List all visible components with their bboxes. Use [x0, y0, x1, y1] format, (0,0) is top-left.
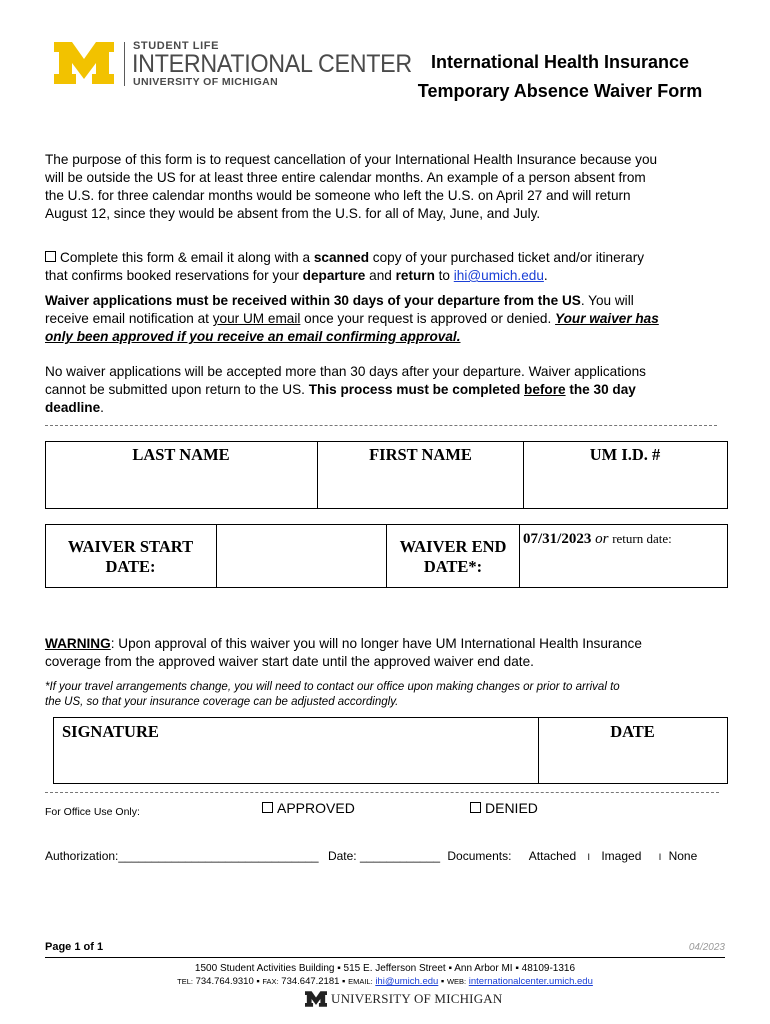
logo-divider	[124, 42, 125, 86]
logo-international-center: INTERNATIONAL CENTER	[132, 50, 412, 78]
logo-university: UNIVERSITY OF MICHIGAN	[133, 76, 279, 88]
signature-date-field[interactable]	[542, 742, 723, 779]
university-m-logo	[54, 42, 114, 84]
denied-option[interactable]: DENIED	[470, 800, 538, 816]
dates-table-divider	[519, 524, 520, 587]
instructions-paragraph: Complete this form & email it along with a scanned copy of your purchased ticket and/or itinerary that confirms booked reservations for your departure and return to ihi@umich.edu.	[45, 250, 645, 283]
form-title-line1: International Health Insurance	[430, 52, 690, 72]
waiver-end-label: WAIVER END DATE*:	[399, 537, 507, 576]
warning-paragraph: WARNING: Upon approval of this waiver you will no longer have UM International Health Insurance coverage from the approved waiver start date until the approved waiver end date.	[45, 636, 642, 669]
attached-option[interactable]: Attached	[528, 849, 577, 863]
travel-change-note: *If your travel arrangements change, you will need to contact our office upon making changes or prior to arrival to the US, so that your insurance coverage can be adjusted accordingly.	[45, 681, 620, 708]
first-name-header: FIRST NAME	[369, 445, 472, 464]
divider-line	[45, 792, 719, 793]
separator-icon: I	[587, 852, 590, 862]
separator-icon: I	[658, 852, 662, 862]
email-link[interactable]: ihi@umich.edu	[453, 268, 544, 283]
footer-rule	[45, 957, 725, 958]
footer-university-logo: UNIVERSITY OF MICHIGAN	[305, 990, 505, 1008]
revision-date: 04/2023	[688, 942, 725, 953]
documents-label: Documents:	[447, 849, 512, 863]
last-name-header: LAST NAME	[132, 445, 230, 464]
checkbox-icon	[45, 251, 56, 262]
authorization-field[interactable]: Authorization:______________________________	[45, 849, 319, 863]
um-id-field[interactable]	[527, 468, 723, 504]
first-name-field[interactable]	[321, 468, 520, 504]
none-option[interactable]: None	[668, 849, 698, 863]
footer-contact: TEL: 734.764.9310 ▪ FAX: 734.647.2181 ▪ EMAIL: ihi@umich.edu ▪ WEB: internationalcenter.umich.edu	[177, 976, 593, 987]
late-paragraph: No waiver applications will be accepted more than 30 days after your departure. Waiver applications cannot be submitted upon return to the US. This process must be completed before the 30 day deadline.	[45, 364, 646, 415]
waiver-start-field[interactable]	[220, 528, 383, 583]
deadline-paragraph: Waiver applications must be received within 30 days of your departure from the US. You will receive email notification at your UM email once your request is approved or denied. Your waiver has only been approved if you receive an email confirming approval.	[45, 293, 659, 344]
divider-line	[45, 425, 717, 426]
checkbox-icon	[470, 802, 481, 813]
um-id-header: UM I.D. #	[589, 445, 661, 464]
office-date-field[interactable]: Date: ____________	[327, 849, 441, 863]
intro-paragraph: The purpose of this form is to request cancellation of your International Health Insurance because you will be outside the US for at least three entire calendar months. An example of a person absent from the U.S. for three calendar months would be someone who left the U.S. on April 27 and will return August 12, since they would be absent from the U.S. for all of May, June, and July.	[45, 152, 658, 221]
waiver-start-label: WAIVER START DATE:	[67, 537, 194, 576]
logo-student-life: STUDENT LIFE	[133, 40, 220, 52]
signature-header: SIGNATURE	[62, 722, 159, 741]
last-name-field[interactable]	[48, 468, 314, 504]
footer-address: 1500 Student Activities Building ▪ 515 E. Jefferson Street ▪ Ann Arbor MI ▪ 48109-1316	[194, 963, 576, 974]
page-number: Page 1 of 1	[45, 941, 104, 953]
date-header: DATE	[610, 722, 655, 741]
office-use-label: For Office Use Only:	[45, 806, 140, 818]
approved-option[interactable]: APPROVED	[262, 800, 355, 816]
university-m-small-icon	[305, 991, 327, 1007]
signature-field[interactable]	[57, 742, 535, 779]
footer-email-link[interactable]: ihi@umich.edu	[375, 976, 439, 987]
imaged-option[interactable]: Imaged	[601, 849, 642, 863]
authorization-row	[45, 849, 697, 863]
checkbox-icon	[262, 802, 273, 813]
dates-table-divider	[216, 524, 217, 587]
waiver-end-field[interactable]: 07/31/2023 or return date:	[523, 531, 672, 547]
form-title-line2: Temporary Absence Waiver Form	[417, 81, 703, 101]
footer-web-link[interactable]: internationalcenter.umich.edu	[468, 976, 593, 987]
